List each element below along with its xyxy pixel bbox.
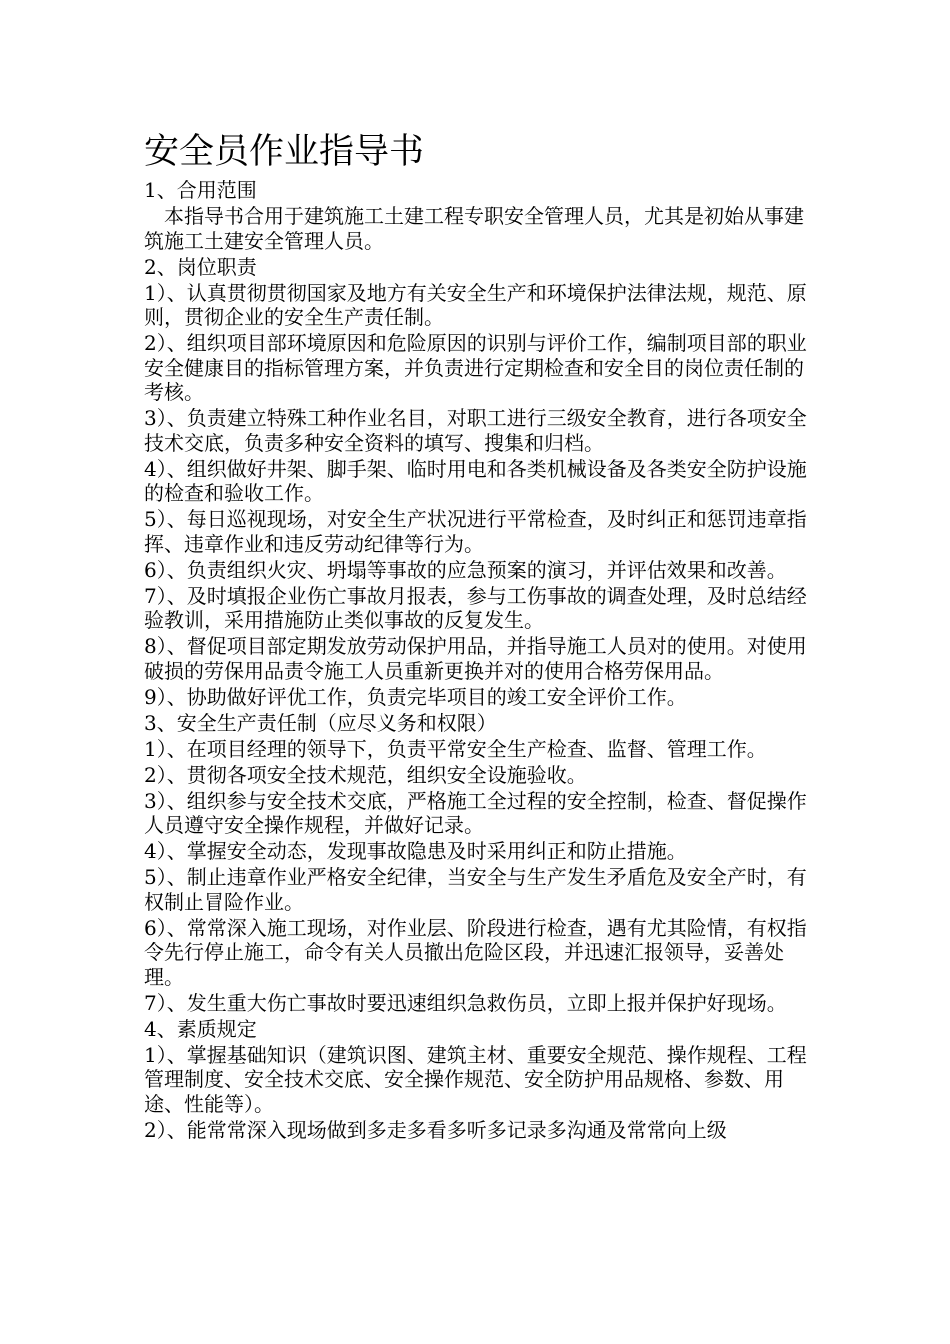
- paragraph: 9）、协助做好评优工作，负责完毕项目的竣工安全评价工作。: [144, 684, 687, 709]
- paragraph: 1）、在项目经理的领导下，负责平常安全生产检查、监督、管理工作。: [144, 736, 767, 761]
- paragraph: 本指导书合用于建筑施工土建工程专职安全管理人员，尤其是初始从事建筑施工土建安全管理人员。: [144, 204, 804, 253]
- paragraph: 1）、认真贯彻贯彻国家及地方有关安全生产和环境保护法律法规，规范、原则，贯彻企业的安全生产责任制。: [144, 280, 807, 329]
- paragraph: 4、素质规定: [144, 1016, 257, 1041]
- paragraph: 6）、常常深入施工现场，对作业层、阶段进行检查，遇有尤其险情，有权指令先行停止施工，命令有关人员撤出危险区段，并迅速汇报领导，妥善处理。: [144, 915, 807, 989]
- paragraph: 5）、每日巡视现场，对安全生产状况进行平常检查，及时纠正和惩罚违章指挥、违章作业和违反劳动纪律等行为。: [144, 507, 807, 556]
- paragraph: 1）、掌握基础知识（建筑识图、建筑主材、重要安全规范、操作规程、工程管理制度、安全技术交底、安全操作规范、安全防护用品规格、参数、用途、性能等）。: [144, 1042, 807, 1116]
- paragraph: 3）、组织参与安全技术交底，严格施工全过程的安全控制，检查、督促操作人员遵守安全操作规程，并做好记录。: [144, 788, 807, 837]
- paragraph: 2）、组织项目部环境原因和危险原因的识别与评价工作，编制项目部的职业安全健康目的指标管理方案，并负责进行定期检查和安全目的岗位责任制的考核。: [144, 331, 807, 404]
- document-title: 安全员作业指导书: [144, 132, 425, 172]
- paragraph: 3）、负责建立特殊工种作业名目，对职工进行三级安全教育，进行各项安全技术交底，负责多种安全资料的填写、搜集和归档。: [144, 406, 807, 455]
- paragraph: 2）、贯彻各项安全技术规范，组织安全设施验收。: [144, 762, 587, 787]
- paragraph: 8）、督促项目部定期发放劳动保护用品，并指导施工人员对的使用。对使用破损的劳保用品责令施工人员重新更换并对的使用合格劳保用品。: [144, 634, 807, 683]
- paragraph: 6）、负责组织火灾、坍塌等事故的应急预案的演习，并评估效果和改善。: [144, 557, 787, 582]
- document-body: [144, 178, 816, 1144]
- paragraph: 4）、组织做好井架、脚手架、临时用电和各类机械设备及各类安全防护设施的检查和验收工作。: [144, 456, 807, 505]
- paragraph: 7）、及时填报企业伤亡事故月报表，参与工伤事故的调查处理，及时总结经验教训，采用措施防止类似事故的反复发生。: [144, 583, 807, 632]
- paragraph: 2）、能常常深入现场做到多走多看多听多记录多沟通及常常向上级: [144, 1117, 727, 1142]
- paragraph: 7）、发生重大伤亡事故时要迅速组织急救伤员，立即上报并保护好现场。: [144, 990, 787, 1015]
- paragraph: 4）、掌握安全动态，发现事故隐患及时采用纠正和防止措施。: [144, 839, 687, 863]
- paragraph: 1、合用范围: [144, 178, 257, 202]
- paragraph: 2、岗位职责: [144, 254, 257, 279]
- paragraph: 5）、制止违章作业严格安全纪律，当安全与生产发生矛盾危及安全产时，有权制止冒险作业。: [144, 865, 807, 914]
- paragraph: 3、安全生产责任制（应尽义务和权限）: [144, 710, 497, 735]
- document-page: [144, 128, 816, 1144]
